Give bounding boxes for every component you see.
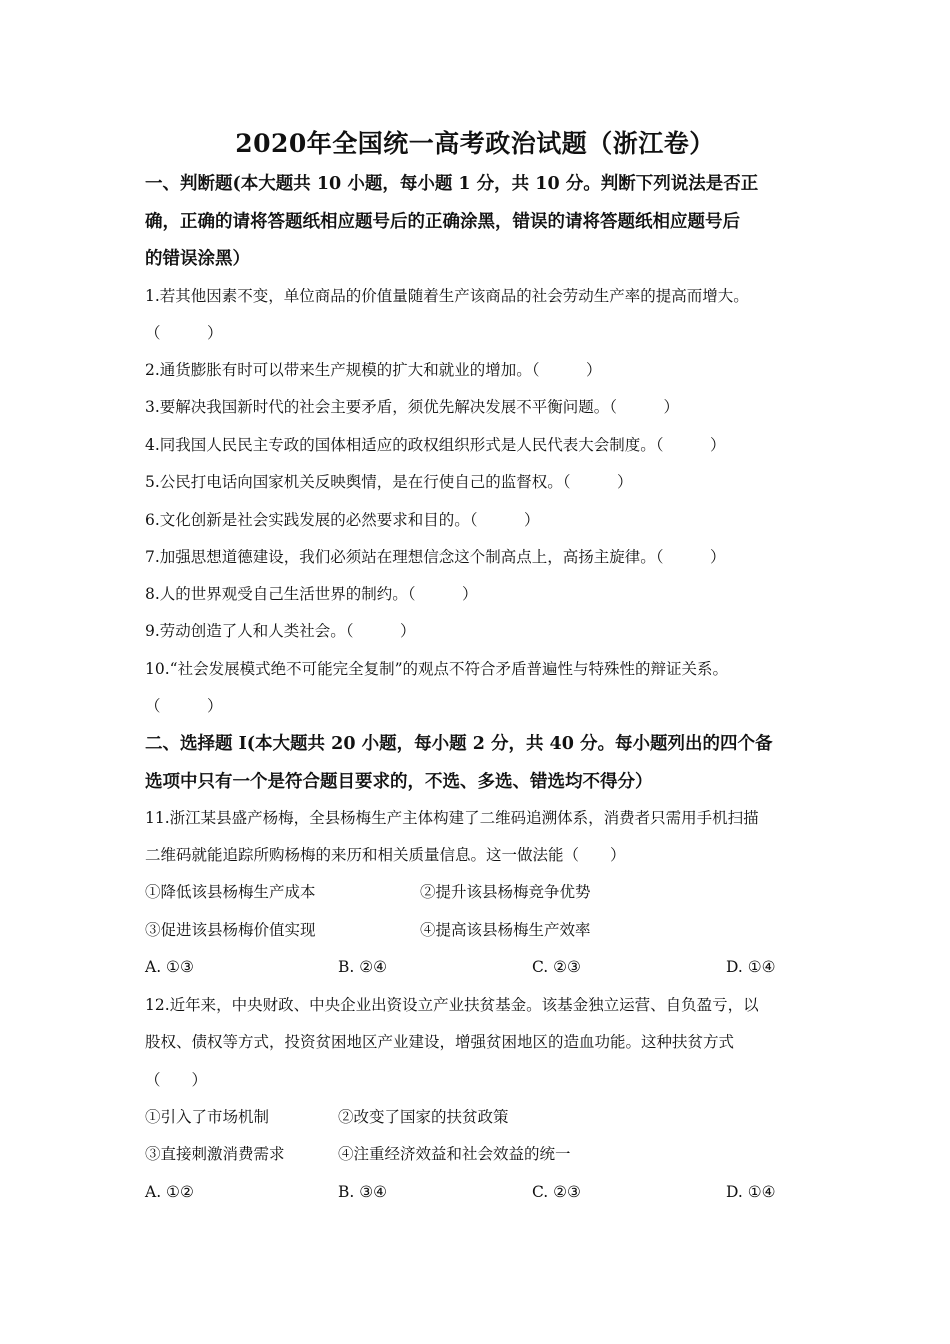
judgment-5: 5.公民打电话向国家机关反映舆情，是在行使自己的监督权。（ ） bbox=[145, 473, 633, 491]
q12-stem-line-3: （ ） bbox=[145, 1071, 208, 1089]
section-1-line: 确，正确的请将答题纸相应题号后的正确涂黑，错误的请将答题纸相应题号后 bbox=[145, 211, 740, 232]
q12-statement-3: ③直接刺激消费需求 bbox=[145, 1145, 285, 1163]
section-2-line: 选项中只有一个是符合题目要求的，不选、多选、错选均不得分） bbox=[145, 771, 653, 792]
q11-choice-b: B. ②④ bbox=[338, 958, 388, 976]
section-1-line: 的错误涂黑） bbox=[145, 249, 250, 269]
q11-statement-2: ②提升该县杨梅竞争优势 bbox=[420, 883, 591, 901]
q11-stem-line-2: 二维码就能追踪所购杨梅的来历和相关质量信息。这一做法能（ ） bbox=[145, 846, 626, 864]
q12-choice-d: D. ①④ bbox=[726, 1183, 776, 1201]
judgment-10-blank: （ ） bbox=[145, 697, 223, 715]
judgment-1-blank: （ ） bbox=[145, 324, 223, 342]
q12-stem-line-2: 股权、债权等方式，投资贫困地区产业建设，增强贫困地区的造血功能。这种扶贫方式 bbox=[145, 1033, 735, 1051]
q11-choice-c: C. ②③ bbox=[532, 958, 581, 976]
q12-statement-2: ②改变了国家的扶贫政策 bbox=[338, 1108, 509, 1126]
section-2-line: 二、选择题 I(本大题共 20 小题，每小题 2 分，共 40 分。每小题列出的四个备 bbox=[145, 734, 773, 754]
page-title: 2020年全国统一高考政治试题（浙江卷） bbox=[235, 129, 715, 158]
q12-choice-b: B. ③④ bbox=[338, 1183, 388, 1201]
judgment-10: 10.“社会发展模式绝不可能完全复制”的观点不符合矛盾普遍性与特殊性的辩证关系。 bbox=[145, 660, 729, 678]
q11-choice-d: D. ①④ bbox=[726, 958, 776, 976]
q11-statement-4: ④提高该县杨梅生产效率 bbox=[420, 921, 591, 939]
q12-stem-line-1: 12.近年来，中央财政、中央企业出资设立产业扶贫基金。该基金独立运营、自负盈亏，以 bbox=[145, 996, 759, 1014]
section-1-heading bbox=[145, 166, 810, 279]
judgment-3: 3.要解决我国新时代的社会主要矛盾，须优先解决发展不平衡问题。（ ） bbox=[145, 398, 680, 416]
judgment-7: 7.加强思想道德建设，我们必须站在理想信念这个制高点上，高扬主旋律。（ ） bbox=[145, 548, 726, 566]
section-2-heading bbox=[145, 726, 810, 801]
q11-statement-1: ①降低该县杨梅生产成本 bbox=[145, 883, 316, 901]
judgment-9: 9.劳动创造了人和人类社会。（ ） bbox=[145, 622, 416, 640]
q12-choice-a: A. ①② bbox=[145, 1183, 194, 1201]
q11-stem-line-1: 11.浙江某县盛产杨梅，全县杨梅生产主体构建了二维码追溯体系，消费者只需用手机扫描 bbox=[145, 809, 759, 827]
judgment-6: 6.文化创新是社会实践发展的必然要求和目的。（ ） bbox=[145, 511, 540, 529]
judgment-2: 2.通货膨胀有时可以带来生产规模的扩大和就业的增加。（ ） bbox=[145, 361, 602, 379]
q12-statement-1: ①引入了市场机制 bbox=[145, 1108, 270, 1126]
judgment-8: 8.人的世界观受自己生活世界的制约。（ ） bbox=[145, 585, 478, 603]
judgment-1: 1.若其他因素不变，单位商品的价值量随着生产该商品的社会劳动生产率的提高而增大。 bbox=[145, 287, 749, 305]
q12-statement-4: ④注重经济效益和社会效益的统一 bbox=[338, 1145, 571, 1163]
q11-statement-3: ③促进该县杨梅价值实现 bbox=[145, 921, 316, 939]
q12-choice-c: C. ②③ bbox=[532, 1183, 581, 1201]
q11-choice-a: A. ①③ bbox=[145, 958, 194, 976]
judgment-4: 4.同我国人民民主专政的国体相适应的政权组织形式是人民代表大会制度。（ ） bbox=[145, 436, 726, 454]
section-1-line: 一、判断题(本大题共 10 小题，每小题 1 分，共 10 分。判断下列说法是否正 bbox=[145, 174, 759, 194]
